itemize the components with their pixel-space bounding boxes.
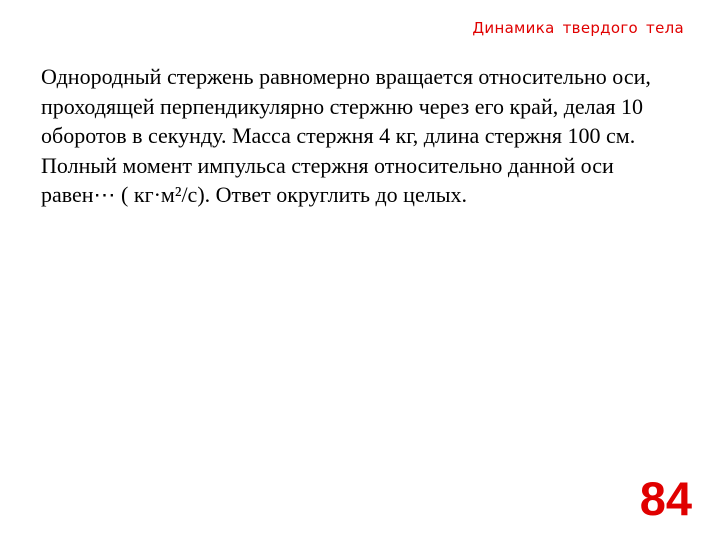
- problem-text: Однородный стержень равномерно вращается относительно оси, проходящей перпендикулярно стержню через его край, делая 10 оборотов в секунду. Масса стержня 4 кг, длина стержня 100 см. Полный момент импульса стержня относительно данной оси равен⋯ ( кг·м²/с). Ответ округлить до целых.: [41, 64, 651, 207]
- topic-header: Динамика твердого тела: [472, 19, 684, 37]
- slide-number: 84: [639, 472, 692, 525]
